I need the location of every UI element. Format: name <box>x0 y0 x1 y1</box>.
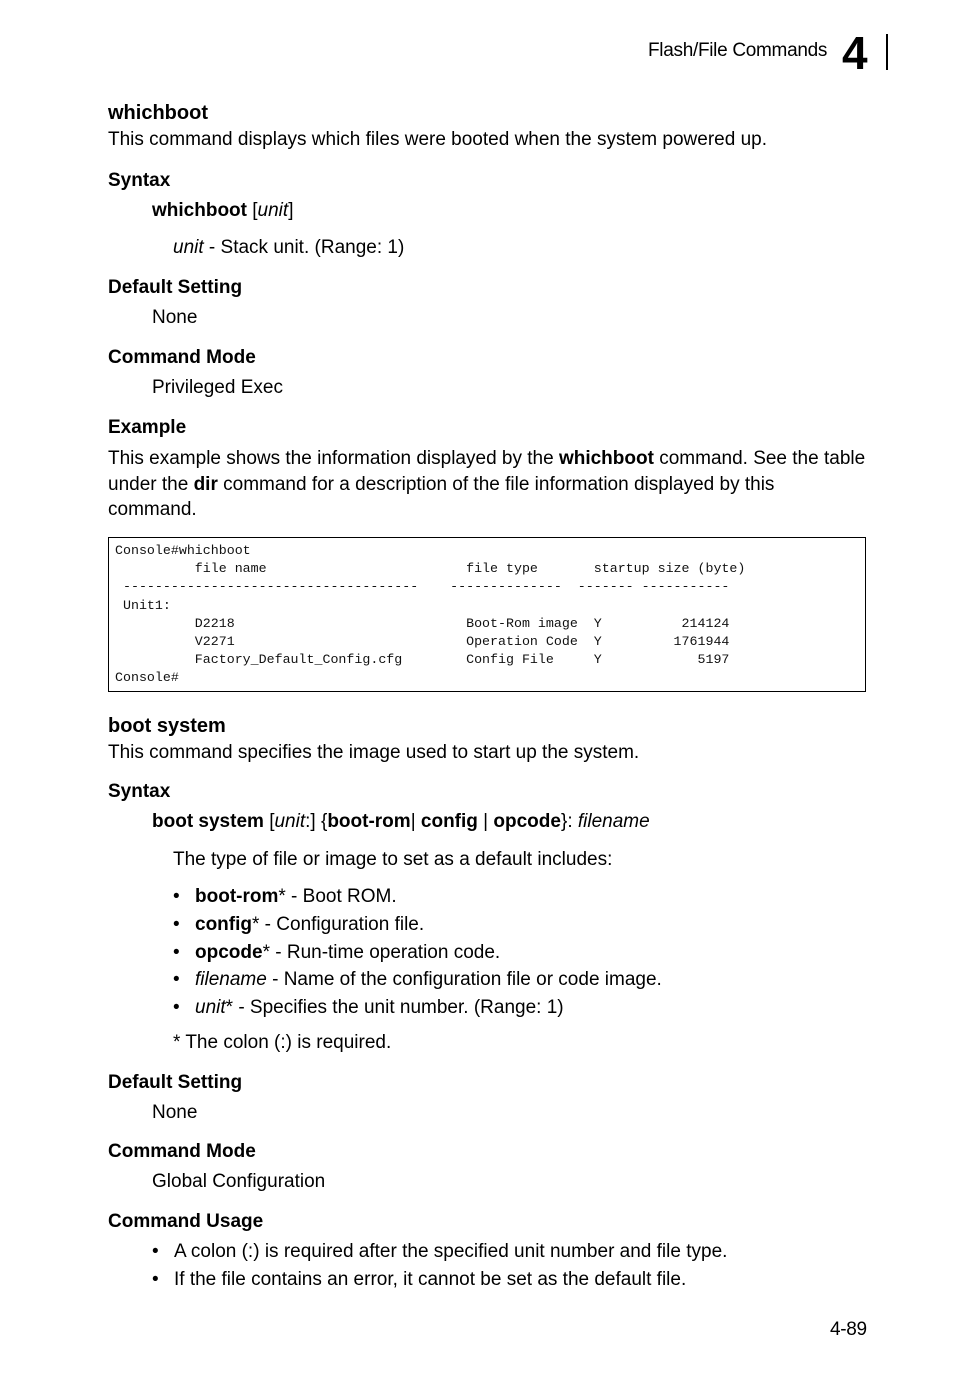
command-title-boot-system: boot system <box>108 715 226 737</box>
list-item: • config* - Configuration file. <box>173 914 425 935</box>
command-mode-value: Global Configuration <box>152 1171 326 1192</box>
syntax-bracket: [ <box>246 200 258 221</box>
page-number: 4-89 <box>830 1319 867 1340</box>
chapter-divider <box>886 34 888 70</box>
syntax-heading: Syntax <box>108 170 171 191</box>
command-mode-heading: Command Mode <box>108 1141 256 1162</box>
list-item: • boot-rom* - Boot ROM. <box>173 886 397 907</box>
syntax-heading: Syntax <box>108 781 171 802</box>
example-bold-dir: dir <box>193 473 218 495</box>
command-description: This command specifies the image used to start up the system. <box>108 742 640 763</box>
chapter-number: 4 <box>842 27 868 79</box>
example-bold-whichboot: whichboot <box>558 448 654 469</box>
list-item: • If the file contains an error, it cannot be set as the default file. <box>152 1269 687 1290</box>
command-mode-value: Privileged Exec <box>152 377 283 398</box>
command-mode-heading: Command Mode <box>108 347 256 368</box>
default-setting-value: None <box>152 1102 198 1123</box>
syntax-line <box>152 200 293 222</box>
code-example-box <box>108 537 866 692</box>
syntax-command: whichboot <box>152 200 247 221</box>
list-item: • unit* - Specifies the unit number. (Range: 1) <box>173 997 564 1018</box>
default-setting-value: None <box>152 307 198 328</box>
example-paragraph: This example shows the information displayed by the whichboot command. See the table under the dir command for a description of the file information displayed by this command. <box>108 448 866 520</box>
example-heading: Example <box>108 417 187 438</box>
syntax-param: unit <box>257 200 289 221</box>
syntax-bracket: ] <box>288 200 294 221</box>
running-header: Flash/File Commands <box>648 40 828 61</box>
syntax-line: boot system [unit:] {boot-rom| config | opcode}: filename <box>152 811 650 832</box>
param-name: unit <box>173 237 204 258</box>
command-description: This command displays which files were booted when the system powered up. <box>108 129 767 150</box>
param-text: - Stack unit. (Range: 1) <box>203 237 405 258</box>
colon-note: * The colon (:) is required. <box>173 1032 392 1053</box>
code-example: Console#whichboot file name file type startup size (byte) ------------------------------------- -------------- ------- ----------- Unit1: D2218 Boot-Rom image Y 214124 V2271 Operation Code Y 1761944 Factory_Default_Config.cfg Config File Y 5197 Console# <box>115 543 746 686</box>
list-item: • filename - Name of the configuration file or code image. <box>173 969 662 990</box>
list-item: • A colon (:) is required after the specified unit number and file type. <box>152 1241 728 1262</box>
default-setting-heading: Default Setting <box>108 277 243 298</box>
param-description <box>173 237 404 259</box>
command-title-whichboot: whichboot <box>108 102 208 124</box>
default-setting-heading: Default Setting <box>108 1072 243 1093</box>
options-intro: The type of file or image to set as a default includes: <box>173 849 613 870</box>
list-item: • opcode* - Run-time operation code. <box>173 942 501 963</box>
command-usage-heading: Command Usage <box>108 1211 264 1232</box>
